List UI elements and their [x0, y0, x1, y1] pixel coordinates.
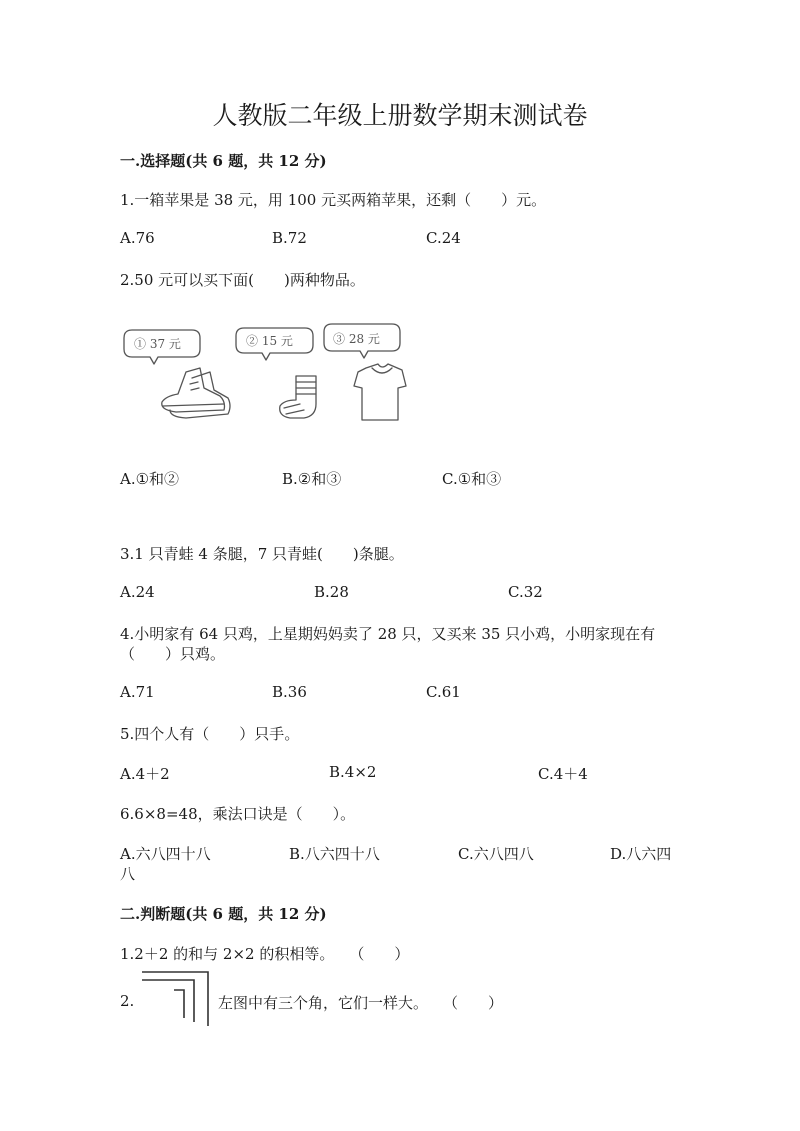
price-bubble-2: [236, 328, 313, 360]
q4-option-b[interactable]: B.36: [272, 683, 307, 701]
q5-option-b[interactable]: B.4×2: [329, 763, 377, 781]
q6-option-b[interactable]: B.八六四十八: [289, 845, 380, 863]
section-heading-choice: 一.选择题(共 6 题，共 12 分): [120, 152, 327, 170]
price-3: ③ 28 元: [333, 332, 380, 346]
page-title: 人教版二年级上册数学期末测试卷: [212, 101, 588, 130]
price-bubble-3: [324, 324, 400, 358]
price-bubble-1: [124, 330, 200, 364]
question-4-line-1: 4.小明家有 64 只鸡，上星期妈妈卖了 28 只，又买来 35 只小鸡，小明家现在有: [120, 625, 656, 643]
question-6: 6.6×8=48，乘法口诀是（ ）。: [120, 805, 356, 823]
q3-option-c[interactable]: C.32: [508, 583, 543, 601]
sock-icon: [280, 376, 316, 418]
question-5: 5.四个人有（ ）只手。: [120, 725, 300, 743]
q1-option-a[interactable]: A.76: [120, 229, 155, 247]
judgement-2-text: 左图中有三个角，它们一样大。 （ ）: [218, 994, 504, 1012]
q6-option-d-wrap: 八: [120, 865, 136, 883]
q6-option-d[interactable]: D.八六四: [610, 845, 672, 863]
q3-option-b[interactable]: B.28: [314, 583, 349, 601]
price-2: ② 15 元: [246, 334, 293, 348]
angles-figure-icon: [138, 966, 218, 1030]
q6-option-c[interactable]: C.六八四八: [458, 845, 534, 863]
q1-option-b[interactable]: B.72: [272, 229, 307, 247]
judgement-1: 1.2＋2 的和与 2×2 的积相等。 （ ）: [120, 945, 410, 963]
q2-option-b[interactable]: B.②和③: [282, 470, 342, 488]
q3-option-a[interactable]: A.24: [120, 583, 155, 601]
question-2: 2.50 元可以买下面( )两种物品。: [120, 271, 365, 289]
boots-icon: [162, 368, 230, 418]
price-1: ① 37 元: [134, 337, 181, 351]
q6-option-a[interactable]: A.六八四十八: [120, 845, 211, 863]
q2-option-c[interactable]: C.①和③: [442, 470, 502, 488]
q4-option-a[interactable]: A.71: [120, 683, 155, 701]
question-1: 1.一箱苹果是 38 元，用 100 元买两箱苹果，还剩（ ）元。: [120, 191, 547, 209]
question-4-line-2: （ ）只鸡。: [120, 645, 226, 663]
question-3: 3.1 只青蛙 4 条腿，7 只青蛙( )条腿。: [120, 545, 404, 563]
q5-option-c[interactable]: C.4＋4: [538, 765, 588, 783]
section-heading-judgement: 二.判断题(共 6 题，共 12 分): [120, 905, 327, 923]
judgement-2-number: 2.: [120, 992, 135, 1010]
q4-option-c[interactable]: C.61: [426, 683, 461, 701]
q2-option-a[interactable]: A.①和②: [120, 470, 180, 488]
q5-option-a[interactable]: A.4＋2: [120, 765, 170, 783]
tshirt-icon: [354, 364, 406, 420]
q1-option-c[interactable]: C.24: [426, 229, 461, 247]
